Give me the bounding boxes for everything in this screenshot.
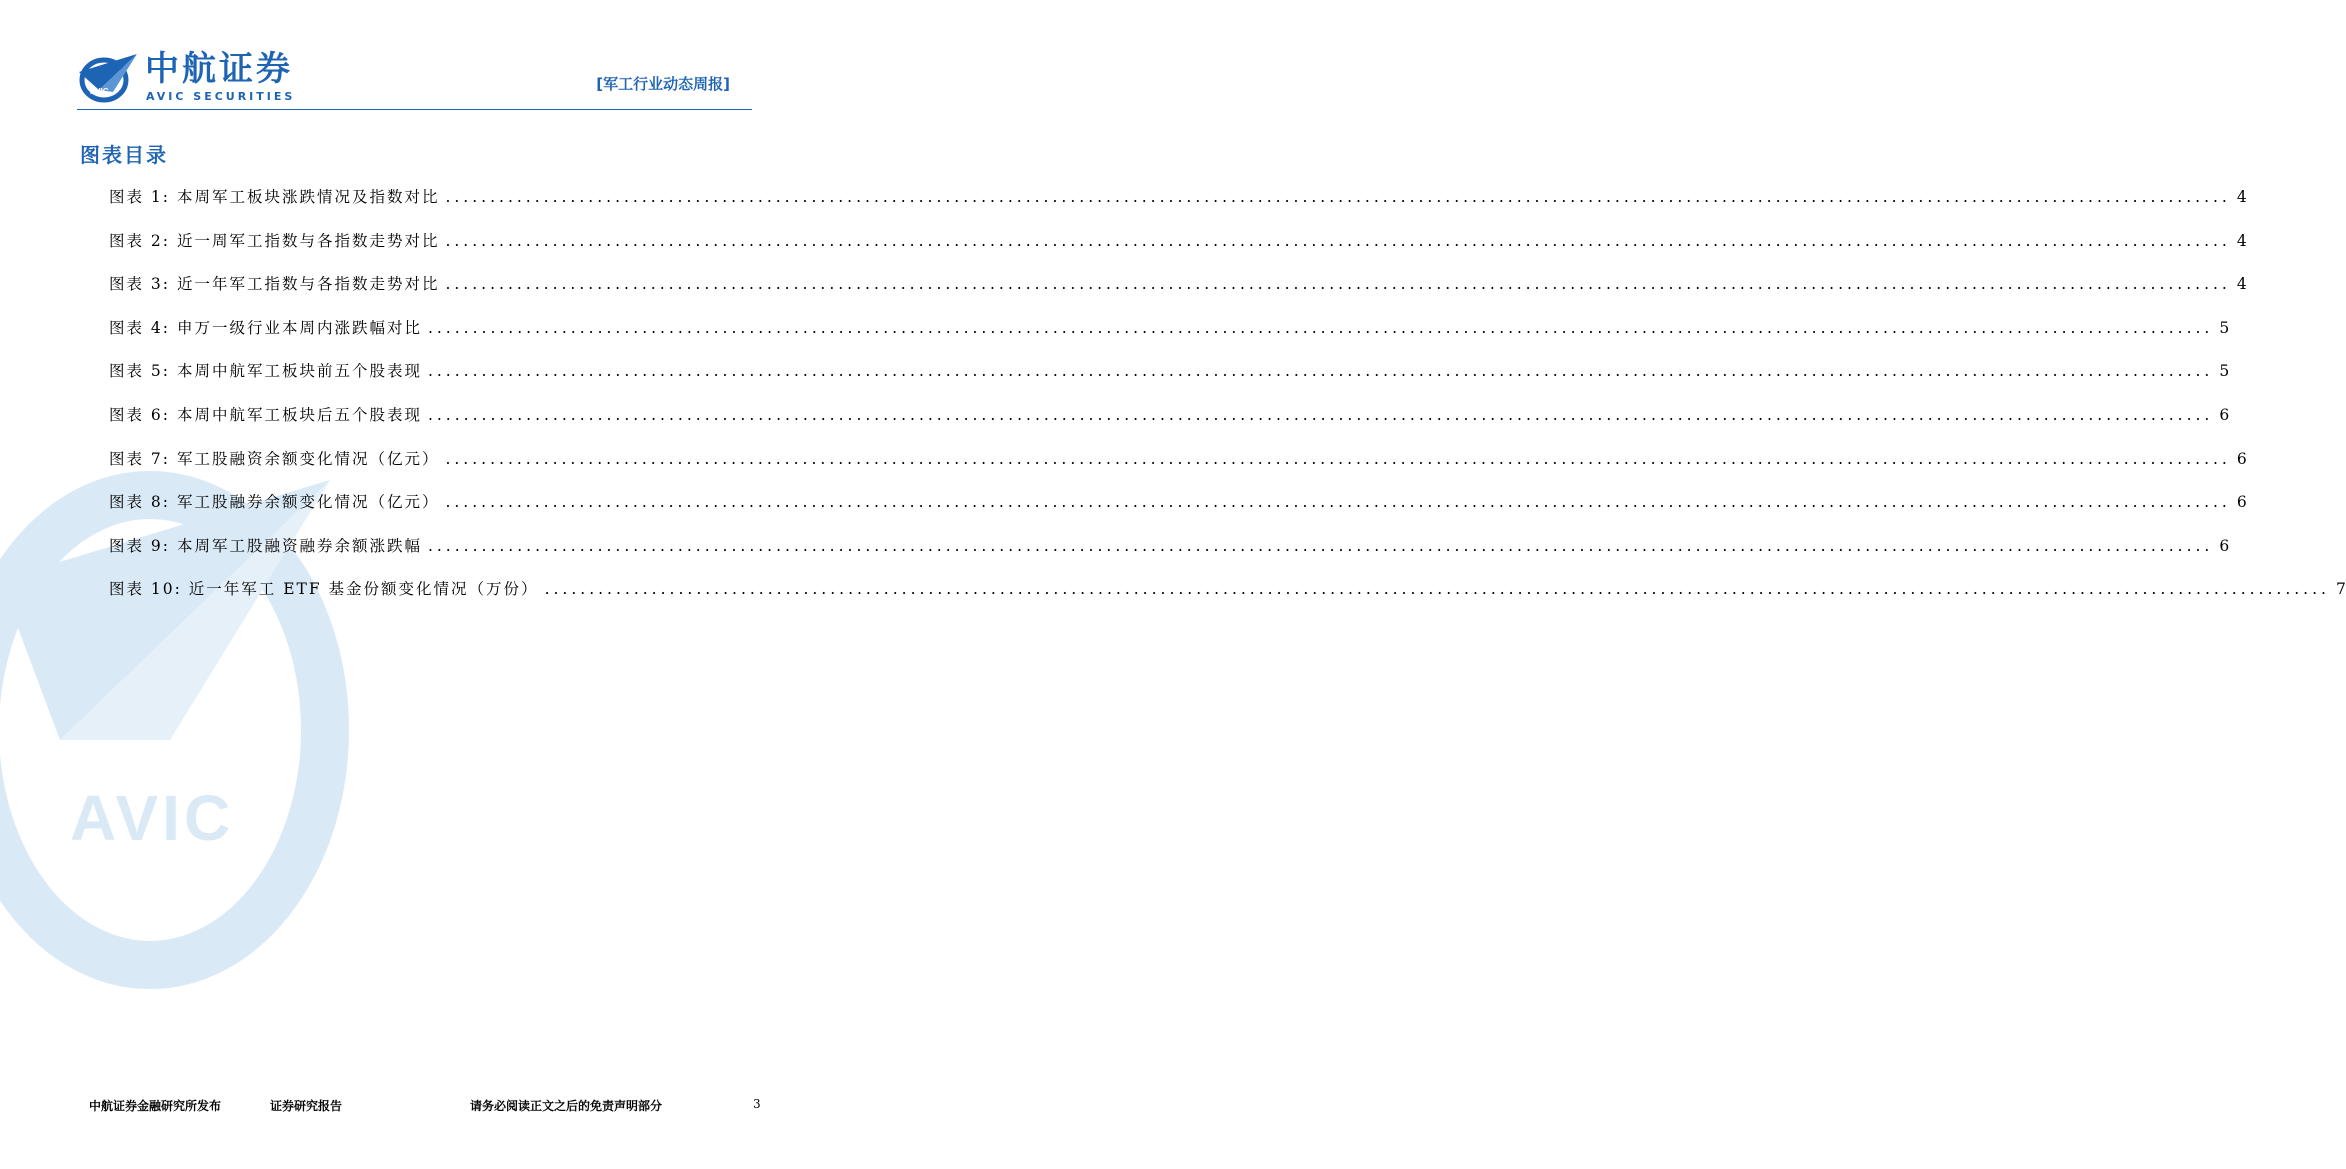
- report-type-label: [军工行业动态周报]: [596, 75, 730, 93]
- brand-name-en: AVIC SECURITIES: [146, 90, 296, 103]
- toc-entry[interactable]: [109, 404, 2230, 448]
- toc-entry[interactable]: [109, 578, 2346, 622]
- page-number: 3: [753, 1097, 761, 1111]
- toc-entry-label: 图表 2: 近一周军工指数与各指数走势对比: [109, 231, 440, 250]
- toc-entry-page: 6: [2219, 405, 2230, 424]
- watermark-text: AVIC: [70, 782, 235, 854]
- figure-toc-list: [109, 186, 2346, 622]
- toc-entry-label: 图表 3: 近一年军工指数与各指数走势对比: [109, 275, 440, 294]
- toc-entry[interactable]: [109, 448, 2247, 492]
- toc-dot-leader: ........................................................................................................................................................................................................: [445, 188, 2231, 206]
- toc-entry-page: 4: [2236, 188, 2247, 206]
- toc-dot-leader: ........................................................................................................................................................................................................: [427, 405, 2214, 424]
- footer-disclaimer: 请务必阅读正文之后的免责声明部分: [470, 1099, 663, 1113]
- toc-title: 图表目录: [80, 143, 168, 167]
- toc-dot-leader: ........................................................................................................................................................................................................: [445, 275, 2231, 294]
- toc-entry-label: 图表 8: 军工股融券余额变化情况（亿元）: [109, 493, 440, 512]
- toc-entry[interactable]: [109, 491, 2247, 535]
- toc-entry[interactable]: [109, 360, 2230, 404]
- toc-entry[interactable]: [109, 186, 2247, 230]
- toc-entry-label: 图表 6: 本周中航军工板块后五个股表现: [109, 405, 422, 424]
- toc-dot-leader: ........................................................................................................................................................................................................: [445, 493, 2231, 512]
- toc-dot-leader: ........................................................................................................................................................................................................: [427, 318, 2214, 337]
- toc-dot-leader: ........................................................................................................................................................................................................: [427, 362, 2214, 381]
- toc-entry-label: 图表 7: 军工股融资余额变化情况（亿元）: [109, 449, 440, 468]
- toc-entry-label: 图表 4: 申万一级行业本周内涨跌幅对比: [109, 318, 422, 337]
- page-header: [0, 0, 827, 112]
- toc-entry-page: 6: [2219, 536, 2230, 555]
- toc-entry-page: 7: [2335, 580, 2346, 599]
- footer-publisher: 中航证券金融研究所发布: [89, 1099, 222, 1113]
- footer-report-kind: 证券研究报告: [270, 1099, 343, 1113]
- toc-entry-label: 图表 9: 本周军工股融资融券余额涨跌幅: [109, 536, 422, 555]
- svg-text:AVIC: AVIC: [90, 87, 109, 96]
- toc-dot-leader: ........................................................................................................................................................................................................: [544, 580, 2330, 599]
- toc-entry-page: 6: [2236, 449, 2247, 468]
- toc-entry[interactable]: [109, 535, 2230, 579]
- header-divider: [77, 109, 752, 110]
- toc-entry-page: 4: [2236, 275, 2247, 294]
- toc-entry[interactable]: [109, 317, 2230, 361]
- toc-entry-label: 图表 10: 近一年军工 ETF 基金份额变化情况（万份）: [109, 580, 539, 599]
- toc-entry-page: 5: [2219, 318, 2230, 337]
- toc-dot-leader: ........................................................................................................................................................................................................: [445, 231, 2231, 250]
- avic-logo-icon: [77, 52, 139, 104]
- toc-entry-page: 4: [2236, 231, 2247, 250]
- toc-entry[interactable]: [109, 230, 2247, 274]
- toc-entry-page: 5: [2219, 362, 2230, 381]
- toc-dot-leader: ........................................................................................................................................................................................................: [445, 449, 2231, 468]
- toc-dot-leader: ........................................................................................................................................................................................................: [427, 536, 2214, 555]
- toc-entry-page: 6: [2236, 493, 2247, 512]
- toc-entry-label: 图表 5: 本周中航军工板块前五个股表现: [109, 362, 422, 381]
- toc-entry[interactable]: [109, 273, 2247, 317]
- brand-name-cn: 中航证券: [145, 49, 293, 89]
- toc-entry-label: 图表 1: 本周军工板块涨跌情况及指数对比: [109, 188, 440, 206]
